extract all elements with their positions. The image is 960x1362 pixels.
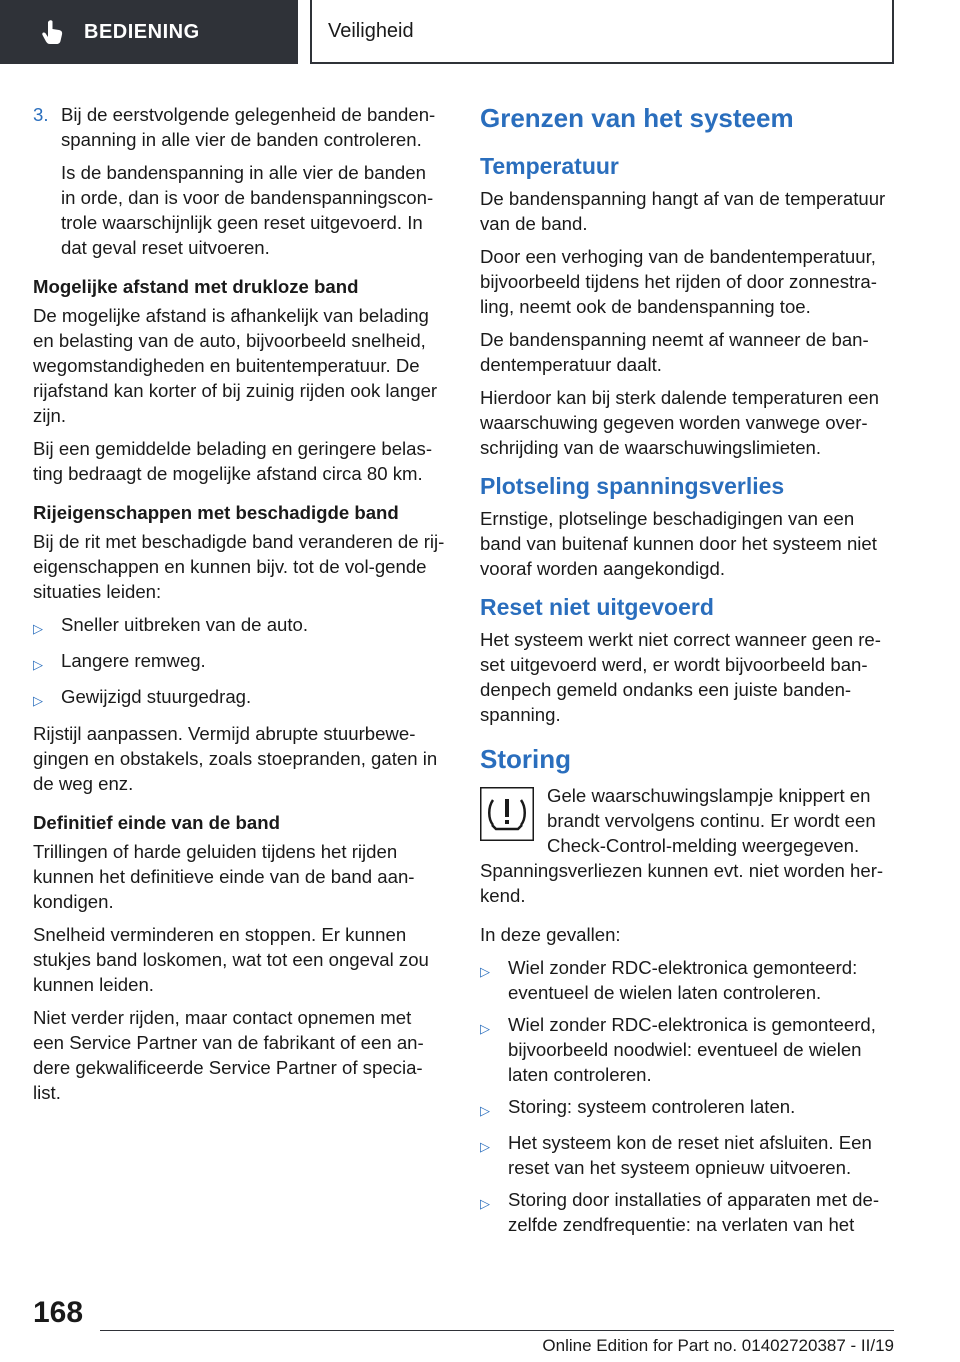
list-item [33, 648, 445, 677]
tire-pressure-warning-icon [480, 787, 534, 841]
chapter-label: Veiligheid [328, 19, 414, 42]
paragraph: Bij de rit met beschadigde band veranderen de rij-eigenschappen en kunnen bijv. tot de vol-gende situaties leiden: [33, 531, 445, 602]
warning-block [480, 783, 898, 858]
bullet-list [480, 955, 898, 1237]
step-text: Bij de eerstvolgende gelegenheid de banden-spanning in alle vier de banden controleren. [61, 104, 436, 150]
subheading-temperatuur: Temperatuur [480, 153, 619, 179]
paragraph: Bij een gemiddelde belading en geringere belas-ting bedraagt de mogelijke afstand circa 80 km. [33, 438, 433, 484]
list-item [480, 1130, 898, 1180]
triangle-bullet-icon: ▷ [480, 964, 490, 979]
triangle-bullet-icon: ▷ [480, 1196, 490, 1211]
paragraph: De mogelijke afstand is afhankelijk van belading en belasting van de auto, bijvoorbeeld snelheid, wegomstandigheden en buitentemperatuur. De rijafstand kan korter of bij zuinig rijden ook langer zijn. [33, 305, 438, 426]
triangle-bullet-icon: ▷ [480, 1103, 490, 1118]
step-number: 3. [33, 104, 49, 125]
subheading-reset: Reset niet uitgevoerd [480, 594, 714, 620]
list-item [33, 684, 445, 713]
paragraph: Rijstijl aanpassen. Vermijd abrupte stuurbewe-gingen en obstakels, zoals stoepranden, gaten in de weg enz. [33, 723, 438, 794]
paragraph: Ernstige, plotselinge beschadigingen van een band van buitenaf kunnen door het systeem niet vooraf worden aangekondigd. [480, 508, 877, 579]
list-item [480, 1094, 898, 1123]
bullet-list [33, 612, 445, 713]
page-number: 168 [33, 1296, 84, 1329]
list-item-text: Wiel zonder RDC-elektronica gemonteerd: eventueel de wielen laten controleren. [508, 957, 858, 1003]
right-column [480, 102, 898, 1245]
list-item-text: Gewijzigd stuurgedrag. [61, 686, 252, 707]
chapter-header [310, 0, 894, 64]
triangle-bullet-icon: ▷ [33, 693, 43, 708]
heading-drukloze-band: Mogelijke afstand met drukloze band [33, 276, 359, 297]
footer-divider [100, 1330, 894, 1331]
section-tab [0, 0, 298, 64]
paragraph: De bandenspanning hangt af van de temperatuur van de band. [480, 188, 886, 234]
paragraph: Trillingen of harde geluiden tijdens het rijden kunnen het definitieve einde van de band aan-kondigen. [33, 841, 415, 912]
paragraph: Het systeem werkt niet correct wanneer geen re-set uitgevoerd werd, er wordt bijvoorbeeld ban-denpech gemeld ondanks een juiste banden-spanning. [480, 629, 881, 725]
triangle-bullet-icon: ▷ [480, 1021, 490, 1036]
paragraph: Door een verhoging van de bandentemperatuur, bijvoorbeeld tijdens het rijden of door zonnestra-ling, neemt ook de bandenspanning toe. [480, 246, 877, 317]
section-label: BEDIENING [84, 20, 200, 43]
warning-text: Gele waarschuwingslampje knippert en brandt vervolgens continu. Er wordt een Check-Control-melding weergegeven. [547, 785, 876, 856]
paragraph: Spanningsverliezen kunnen evt. niet worden her-kend. [480, 860, 884, 906]
list-item-text: Sneller uitbreken van de auto. [61, 614, 309, 635]
heading-rijeigenschappen: Rijeigenschappen met beschadigde band [33, 502, 399, 523]
paragraph: Niet verder rijden, maar contact opnemen met een Service Partner van de fabrikant of een an-dere gekwalificeerde Service Partner of specia-list. [33, 1007, 424, 1103]
list-item [480, 1187, 898, 1237]
paragraph: In deze gevallen: [480, 924, 621, 945]
hand-pointer-icon [40, 19, 66, 45]
list-item-text: Langere remweg. [61, 650, 206, 671]
heading-storing: Storing [480, 744, 571, 774]
list-item [480, 1012, 898, 1087]
edition-note: Online Edition for Part no. 01402720387 - II/19 [542, 1336, 894, 1355]
list-item-text: Storing: systeem controleren laten. [508, 1096, 796, 1117]
left-column [33, 102, 445, 1113]
paragraph: Snelheid verminderen en stoppen. Er kunnen stukjes band loskomen, wat tot een ongeval zou kunnen leiden. [33, 924, 429, 995]
subheading-spanningsverlies: Plotseling spanningsverlies [480, 473, 785, 499]
heading-grenzen: Grenzen van het systeem [480, 103, 794, 133]
step-note: Is de bandenspanning in alle vier de banden in orde, dan is voor de bandenspanningscon-trole waarschijnlijk geen reset uitgevoerd. In dat geval reset uitvoeren. [61, 162, 434, 258]
list-item-text: Het systeem kon de reset niet afsluiten. Een reset van het systeem opnieuw uitvoeren. [508, 1132, 872, 1178]
triangle-bullet-icon: ▷ [480, 1139, 490, 1154]
paragraph: De bandenspanning neemt af wanneer de ban-dentemperatuur daalt. [480, 329, 869, 375]
paragraph: Hierdoor kan bij sterk dalende temperaturen een waarschuwing gegeven worden vanwege over-schrijding van de waarschuwingslimieten. [480, 387, 879, 458]
heading-definitief-einde: Definitief einde van de band [33, 812, 280, 833]
list-item [33, 612, 445, 641]
step-3 [33, 102, 445, 152]
triangle-bullet-icon: ▷ [33, 657, 43, 672]
list-item-text: Storing door installaties of apparaten met de-zelfde zendfrequentie: na verlaten van het [508, 1189, 880, 1235]
list-item-text: Wiel zonder RDC-elektronica is gemonteerd, bijvoorbeeld noodwiel: eventueel de wielen laten controleren. [508, 1014, 876, 1085]
triangle-bullet-icon: ▷ [33, 621, 43, 636]
list-item [480, 955, 898, 1005]
